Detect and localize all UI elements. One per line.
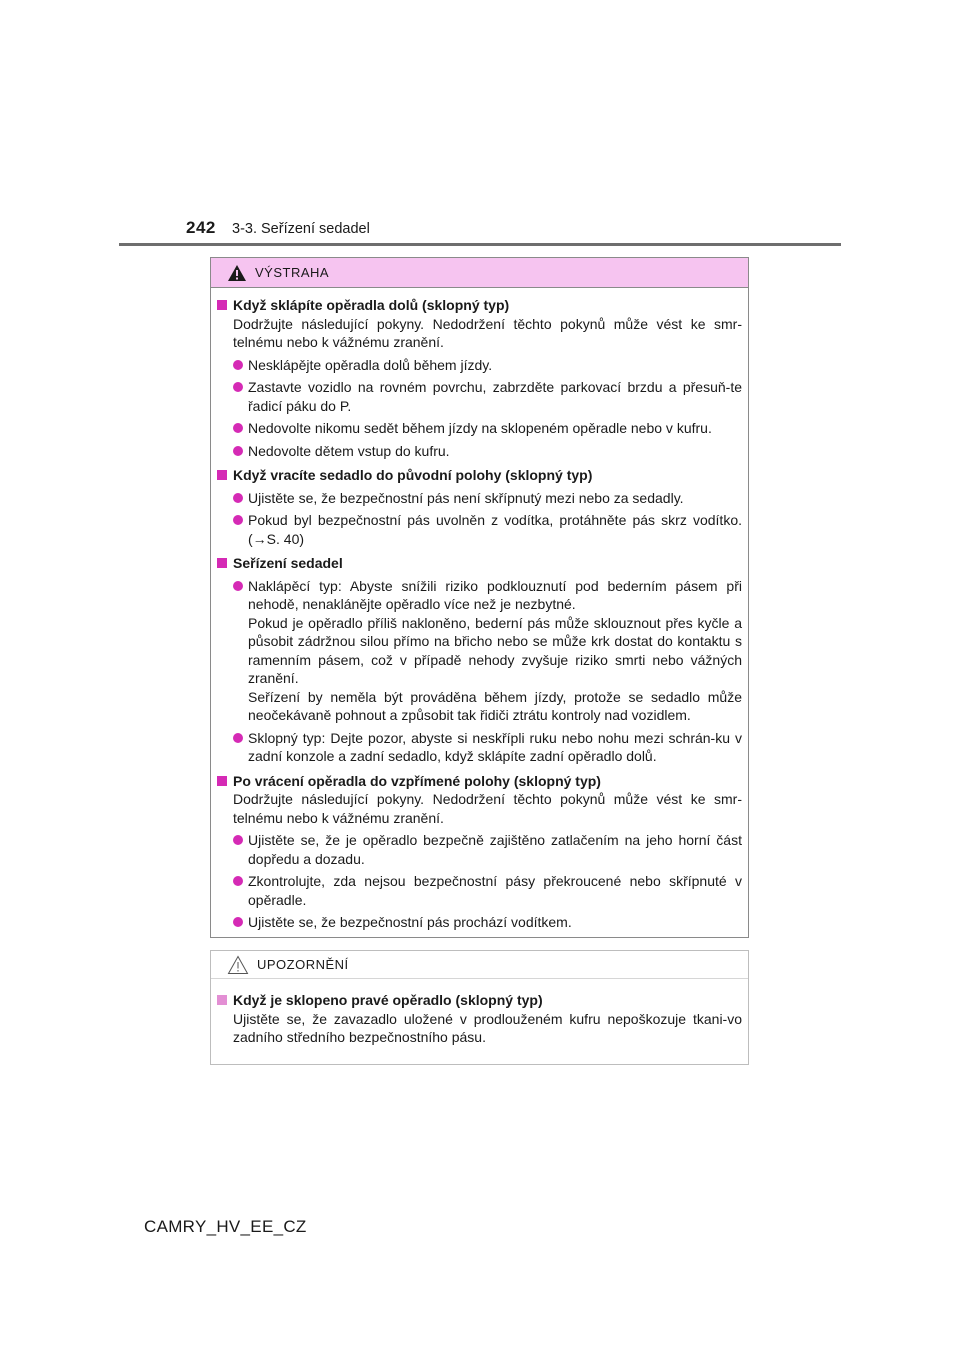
round-bullet-icon [233, 835, 243, 845]
round-bullet-icon [233, 876, 243, 886]
list-item: Ujistěte se, že bezpečnostní pás není skřípnutý mezi nebo za sedadly. [217, 489, 742, 508]
caution-triangle-icon [227, 955, 249, 975]
warning-box [210, 257, 749, 938]
warning-section [217, 466, 742, 548]
warning-section [217, 296, 742, 460]
square-bullet-icon [217, 995, 227, 1005]
list-item: Naklápěcí typ: Abyste snížili riziko podklouznutí pod bederním pásem při nehodě, nenaklánějte opěradlo více než je nezbytné. Pokud je opěradlo příliš nakloněno, bederní pás může sklouznout přes kyčle a působit zádržnou silou přímo na břicho nebo se může krk dostat do kontaktu s ramenním pásem, což v případě nehody zvyšuje riziko smrti nebo vážných zranění. Seřízení by neměla být prováděna během jízdy, protože se sedadlo může neočekávaně pohnout a způsobit tak řidiči ztrátu kontroly nad vozidlem. [217, 577, 742, 725]
warning-section-intro: Dodržujte následující pokyny. Nedodržení těchto pokynů může vést ke smr-telnému nebo k vážnému zranění. [233, 791, 742, 826]
list-item: Zastavte vozidlo na rovném povrchu, zabrzděte parkovací brzdu a přesuň-te řadicí páku do P. [217, 378, 742, 415]
caution-section-title: Když je sklopeno pravé opěradlo (sklopný typ) [217, 991, 742, 1010]
section-title: 3-3. Seřízení sedadel [232, 221, 370, 237]
square-bullet-icon [217, 558, 227, 568]
list-item: Zkontrolujte, zda nejsou bezpečnostní pásy překroucené nebo skřípnuté v opěradle. [217, 872, 742, 909]
warning-section-title: Seřízení sedadel [217, 554, 742, 573]
square-bullet-icon [217, 470, 227, 480]
warning-header [211, 258, 748, 288]
warning-section-title: Když vracíte sedadlo do původní polohy (sklopný typ) [217, 466, 742, 485]
round-bullet-icon [233, 360, 243, 370]
warning-section [217, 554, 742, 766]
caution-header [211, 951, 748, 979]
warning-title: VÝSTRAHA [255, 265, 330, 280]
list-item: Sklopný typ: Dejte pozor, abyste si neskřípli ruku nebo nohu mezi schrán-ku v zadní konzole a zadní sedadlo, když sklápíte zadní opěradlo dolů. [217, 729, 742, 766]
square-bullet-icon [217, 300, 227, 310]
list-item: Nedovolte nikomu sedět během jízdy na sklopeném opěradle nebo v kufru. [217, 419, 742, 438]
warning-body [211, 288, 748, 932]
list-item: Pokud byl bezpečnostní pás uvolněn z vodítka, protáhněte pás skrz vodítko. (→S. 40) [217, 511, 742, 548]
warning-section [217, 772, 742, 932]
warning-section-title: Po vrácení opěradla do vzpřímené polohy (sklopný typ) [217, 772, 742, 791]
list-item: Nesklápějte opěradla dolů během jízdy. [217, 356, 742, 375]
round-bullet-icon [233, 446, 243, 456]
round-bullet-icon [233, 382, 243, 392]
caution-body [211, 979, 748, 1047]
document-code: CAMRY_HV_EE_CZ [144, 1217, 307, 1236]
warning-section-title: Když sklápíte opěradla dolů (sklopný typ) [217, 296, 742, 315]
round-bullet-icon [233, 581, 243, 591]
warning-triangle-icon [227, 264, 247, 282]
caution-text: Ujistěte se, že zavazadlo uložené v prodlouženém kufru nepoškozuje tkani-vo zadního středního bezpečnostního pásu. [233, 1010, 742, 1045]
list-item: Ujistěte se, že bezpečnostní pás prochází vodítkem. [217, 913, 742, 932]
warning-section-intro: Dodržujte následující pokyny. Nedodržení těchto pokynů může vést ke smr-telnému nebo k vážnému zranění. [233, 315, 742, 350]
page-number: 242 [186, 218, 216, 237]
list-item: Ujistěte se, že je opěradlo bezpečně zajištěno zatlačením na jeho horní část dopředu a dozadu. [217, 831, 742, 868]
square-bullet-icon [217, 776, 227, 786]
round-bullet-icon [233, 515, 243, 525]
round-bullet-icon [233, 423, 243, 433]
round-bullet-icon [233, 493, 243, 503]
caution-title: UPOZORNĚNÍ [257, 957, 349, 972]
caution-box [210, 950, 749, 1065]
round-bullet-icon [233, 733, 243, 743]
header-rule [119, 243, 841, 246]
round-bullet-icon [233, 917, 243, 927]
list-item: Nedovolte dětem vstup do kufru. [217, 442, 742, 461]
